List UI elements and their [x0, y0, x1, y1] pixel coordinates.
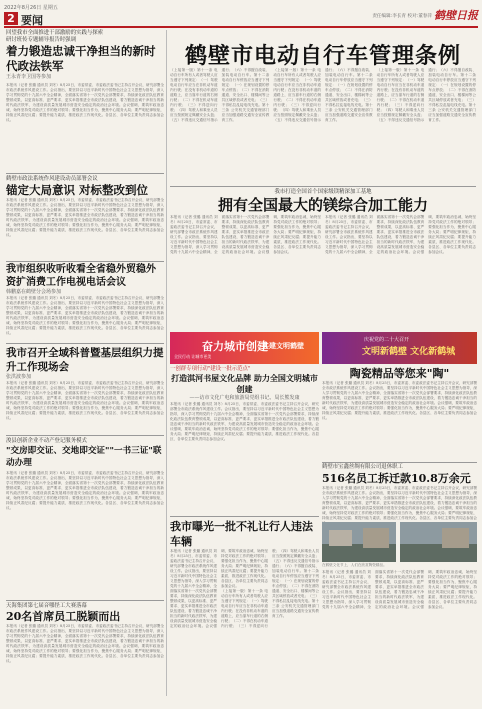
article-2-headline[interactable]: 锚定大局意识 对标整改到位	[6, 183, 149, 197]
article-11-body: 本报讯（记者 张璐 通讯员 刘冬）8月25日，市委常委、市委政法委书记主持召开会议，研究部署全市政法系统作风建设工作。会议指出，要坚持以习近平新时代中国特色社会主义思想为指导，深入学习贯彻党的十九届六中全会精神，全面落实省第十一次党代会部署要求，持续深化政法队伍教育整顿成果，以更高标准、更严要求、更实举措推进全市政法队伍建设，着力锻造忠诚干净担当的新时代政法铁军，为建设高质量发展城市营造安全稳定的政治社会环境。会议强调，要筑牢政治忠诚，始终坚持党对政法工作的绝对领导；要强化担当作为，聚焦中心服务大局；要严明纪律规矩，持续正风肃纪反腐；要提升能力素质，推进政法工作现代化。各县区、各单位主要负责同志参加会议。	[170, 549, 268, 628]
article-6-body: 本报讯（记者 张璐 通讯员 刘冬）8月25日，市委常委、市委政法委书记主持召开会议，研究部署全市政法系统作风建设工作。会议指出，要坚持以习近平新时代中国特色社会主义思想为指导，深入学习贯彻党的十九届六中全会精神，全面落实省第十一次党代会部署要求，持续深化政法队伍教育整顿成果，以更高标准、更严要求、更实举措推进全市政法队伍建设，着力锻造忠诚干净担当的新时代政法铁军，为建设高质量发展城市营造安全稳定的政治社会环境。会议强调，要筑牢政治忠诚，始终坚持党对政法工作的绝对领导；要强化担当作为，聚焦中心服务大局；要严明纪律规矩，持续正风肃纪反腐；要提升能力素质，推进政法工作现代化。各县区、各单位主要负责同志参加会议。	[6, 624, 164, 663]
article-8-headline[interactable]: 打造淇河书屋文化品牌 助力全国文明城市创建	[171, 373, 318, 394]
article-2-kicker: 鹤壁市政法系统作风建设动员部署会议	[6, 176, 98, 182]
article-10-kicker: 鹤壁市宝鑫丝绸有限公司退休职工	[322, 464, 403, 470]
ceramics-photo-2	[400, 522, 477, 562]
article-9-headline[interactable]: 陶瓷精品等您来"陶"	[349, 367, 450, 380]
article-8-kicker: 一创群专项行动"建设一批示范点"	[170, 366, 251, 372]
article-7-kicker: 我市打造全国首个国家级镁精深加工基地	[274, 189, 372, 195]
article-6	[6, 603, 164, 697]
regulation-title[interactable]: 鹤壁市电动自行车管理条例	[184, 43, 461, 69]
article-5-headline[interactable]: "交房即交证、交地即交证""一书三证"联动办理	[6, 446, 162, 468]
article-10	[322, 464, 477, 520]
article-8	[170, 366, 319, 514]
article-7: 我市打造全国首个国家级镁精深加工基地 拥有全国最大的镁综合加工能力 本报讯（记者 张璐 通讯员 刘冬）8月25日，市委常委、市委政法委书记主持召开会议，研究部署全市政法系统作风建设工作。会议指出，要坚持以习近平新时代中国特色社会主义思想为指导，深入学习贯彻党的十九届六中全会精神，全面落实省第十一次党代会部署要求，持续深化政法队伍教育整顿成果，以更高标准、更严要求、更实举措推进全市政法队伍建设，着力锻造忠诚干净担当的新时代政法铁军，为建设高质量发展城市营造安全稳定的政治社会环境。会议强调，要筑牢政治忠诚，始终坚持党对政法工作的绝对领导；要强化担当作为，聚焦中心服务大局；要严明纪律规矩，持续正风肃纪反腐；要提升能力素质，推进政法工作现代化。各县区、各单位主要负责同志参加会议。 本报讯（记者 张璐 通讯员 刘冬）8月25日，市委常委、市委政法委书记主持召开会议，研究部署全市政法系统作风建设工作。会议指出，要坚持以习近平新时代中国特色社会主义思想为指导，深入学习贯彻党的十九届六中全会精神，全面落实省第十一次党代会部署要求，持续深化政法队伍教育整顿成果，以更高标准、更严要求、更实举措推进全市政法队伍建设，着力锻造忠诚干净担当的新时代政法铁军，为建设高质量发展城市营造安全稳定的政治社会环境。会议强调，要筑牢政治忠诚，始终坚持党对政法工作的绝对领导；要强化担当作为，聚焦中心服务大局；要严明纪律规矩，持续正风肃纪反腐；要提升能力素质，推进政法工作现代化。各县区、各单位主要负责同志参加会议。	[170, 189, 476, 254]
article-1-subhead: 王永青李卫国等参加	[6, 74, 52, 80]
ceramics-photo-1	[322, 522, 396, 562]
article-3-body: 本报讯（记者 张璐 通讯员 刘冬）8月25日，市委常委、市委政法委书记主持召开会议，研究部署全市政法系统作风建设工作。会议指出，要坚持以习近平新时代中国特色社会主义思想为指导，深入学习贯彻党的十九届六中全会精神，全面落实省第十一次党代会部署要求，持续深化政法队伍教育整顿成果，以更高标准、更严要求、更实举措推进全市政法队伍建设，着力锻造忠诚干净担当的新时代政法铁军，为建设高质量发展城市营造安全稳定的政治社会环境。会议强调，要筑牢政治忠诚，始终坚持党对政法工作的绝对领导；要强化担当作为，聚焦中心服务大局；要严明纪律规矩，持续正风肃纪反腐；要提升能力素质，推进政法工作现代化。各县区、各单位主要负责同志参加会议。	[6, 296, 164, 335]
article-7-body: 本报讯（记者 张璐 通讯员 刘冬）8月25日，市委常委、市委政法委书记主持召开会议，研究部署全市政法系统作风建设工作。会议指出，要坚持以习近平新时代中国特色社会主义思想为指导，深入学习贯彻党的十九届六中全会精神，全面落实省第十一次党代会部署要求，持续深化政法队伍教育整顿成果，以更高标准、更严要求、更实举措推进全市政法队伍建设，着力锻造忠诚干净担当的新时代政法铁军，为建设高质量发展城市营造安全稳定的政治社会环境。会议强调，要筑牢政治忠诚，始终坚持党对政法工作的绝对领导；要强化担当作为，聚焦中心服务大局；要严明纪律规矩，持续正风肃纪反腐；要提升能力素质，推进政法工作现代化。各县区、各单位主要负责同志参加会议。	[170, 215, 321, 254]
masthead	[4, 4, 478, 28]
newspaper-logo: 鹤壁日报	[434, 9, 478, 22]
civilization-ad-banner: 奋力城市创建 共建文明鹤壁 全民行动 让城市更美	[170, 332, 319, 364]
article-5	[6, 438, 164, 598]
article-11: 我市曝光一批不礼让行人违法车辆 本报讯（记者 张璐 通讯员 刘冬）8月25日，市委常委、市委政法委书记主持召开会议，研究部署全市政法系统作风建设工作。会议指出，要坚持以习近平新时代中国特色社会主义思想为指导，深入学习贯彻党的十九届六中全会精神，全面落实省第十一次党代会部署要求，持续深化政法队伍教育整顿成果，以更高标准、更严要求、更实举措推进全市政法队伍建设，着力锻造忠诚干净担当的新时代政法铁军，为建设高质量发展城市营造安全稳定的政治社会环境。会议强调，要筑牢政治忠诚，始终坚持党对政法工作的绝对领导；要强化担当作为，聚焦中心服务大局；要严明纪律规矩，持续正风肃纪反腐；要提升能力素质，推进政法工作现代化。各县区、各单位主要负责同志参加会议。 （上接第一版）第十一条 电动自行车所有人或者驾驶人应当遵守下列规定：（一）驾驶电动自行车应当在非机动车道内行驶；在没有非机动车道的道路上，应当靠车行道的右侧行驶；（二）不得在机动车道内行驶；（三）不得逆向行驶；（四）驾驶人和乘坐人员应当按照规定佩戴安全头盔；（五）不得违反交通信号指示通行；（六）不得擅自改装、加装电动自行车。第十二条 电动自行车停放应当遵守下列规定：（一）在规划设置的停车点停放；（二）不得在消防通道、安全出口、楼梯间等公共区域停放或者充电；（三）不得私拉乱接电线充电。第十三条 公安机关交通管理部门应当加强道路交通安全宣传教育工作。	[170, 520, 319, 628]
article-11-headline[interactable]: 我市曝光一批不礼让行人违法车辆	[170, 520, 313, 548]
article-1-body: 本报讯（记者 张璐 通讯员 刘冬）8月25日，市委常委、市委政法委书记主持召开会议，研究部署全市政法系统作风建设工作。会议指出，要坚持以习近平新时代中国特色社会主义思想为指导，深入学习贯彻党的十九届六中全会精神，全面落实省第十一次党代会部署要求，持续深化政法队伍教育整顿成果，以更高标准、更严要求、更实举措推进全市政法队伍建设，着力锻造忠诚干净担当的新时代政法铁军，为建设高质量发展城市营造安全稳定的政治社会环境。会议强调，要筑牢政治忠诚，始终坚持党对政法工作的绝对领导；要强化担当作为，聚焦中心服务大局；要严明纪律规矩，持续正风肃纪反腐；要提升能力素质，推进政法工作现代化。各县区、各单位主要负责同志参加会议。	[6, 83, 164, 122]
article-7-headline[interactable]: 拥有全国最大的镁综合加工能力	[217, 196, 428, 214]
article-1-kicker: 回望我市全面推进干部激励的实践与探索	[6, 30, 104, 36]
article-1	[6, 30, 164, 173]
article-8-subhead: ——访市文化广电和旅游局党组书记、局长熊发康	[189, 395, 300, 401]
regulation-body: （上接第一版）第十一条 电动自行车所有人或者驾驶人应当遵守下列规定：（一）驾驶电动自行车应当在非机动车道内行驶；在没有非机动车道的道路上，应当靠车行道的右侧行驶；（二）不得在机动车道内行驶；（三）不得逆向行驶；（四）驾驶人和乘坐人员应当按照规定佩戴安全头盔；（五）不得违反交通信号指示通行；（六）不得擅自改装、加装电动自行车。第十二条 电动自行车停放应当遵守下列规定：（一）在规划设置的停车点停放；（二）不得在消防通道、安全出口、楼梯间等公共区域停放或者充电；（三）不得私拉乱接电线充电。第十三条 公安机关交通管理部门应当加强道路交通安全宣传教育工作。 （上接第一版）第十一条 电动自行车所有人或者驾驶人应当遵守下列规定：（一）驾驶电动自行车应当在非机动车道内行驶；在没有非机动车道的道路上，应当靠车行道的右侧行驶；（二）不得在机动车道内行驶；（三）不得逆向行驶；（四）驾驶人和乘坐人员应当按照规定佩戴安全头盔；（五）不得违反交通信号指示通行；（六）不得擅自改装、加装电动自行车。第十二条 电动自行车停放应当遵守下列规定：（一）在规划设置的停车点停放；（二）不得在消防通道、安全出口、楼梯间等公共区域停放或者充电；（三）不得私拉乱接电线充电。第十三条 公安机关交通管理部门应当加强道路交通安全宣传教育工作。 （上接第一版）第十一条 电动自行车所有人或者驾驶人应当遵守下列规定：（一）驾驶电动自行车应当在非机动车道内行驶；在没有非机动车道的道路上，应当靠车行道的右侧行驶；（二）不得在机动车道内行驶；（三）不得逆向行驶；（四）驾驶人和乘坐人员应当按照规定佩戴安全头盔；（五）不得违反交通信号指示通行；（六）不得擅自改装、加装电动自行车。第十二条 电动自行车停放应当遵守下列规定：（一）在规划设置的停车点停放；（二）不得在消防通道、安全出口、楼梯间等公共区域停放或者充电；（三）不得私拉乱接电线充电。第十三条 公安机关交通管理部门应当加强道路交通安全宣传教育工作。	[170, 68, 476, 122]
article-4-body: 本报讯（记者 张璐 通讯员 刘冬）8月25日，市委常委、市委政法委书记主持召开会议，研究部署全市政法系统作风建设工作。会议指出，要坚持以习近平新时代中国特色社会主义思想为指导，深入学习贯彻党的十九届六中全会精神，全面落实省第十一次党代会部署要求，持续深化政法队伍教育整顿成果，以更高标准、更严要求、更实举措推进全市政法队伍建设，着力锻造忠诚干净担当的新时代政法铁军，为建设高质量发展城市营造安全稳定的政治社会环境。会议强调，要筑牢政治忠诚，始终坚持党对政法工作的绝对领导；要强化担当作为，聚焦中心服务大局；要严明纪律规矩，持续正风肃纪反腐；要提升能力素质，推进政法工作现代化。各县区、各单位主要负责同志参加会议。	[6, 381, 164, 420]
article-3-subhead: 韩鹏嘉在鹤壁分会场参加	[6, 289, 62, 295]
article-3	[6, 263, 164, 341]
article-9-body: 本报讯（记者 张璐 通讯员 刘冬）8月25日，市委常委、市委政法委书记主持召开会议，研究部署全市政法系统作风建设工作。会议指出，要坚持以习近平新时代中国特色社会主义思想为指导，深入学习贯彻党的十九届六中全会精神，全面落实省第十一次党代会部署要求，持续深化政法队伍教育整顿成果，以更高标准、更严要求、更实举措推进全市政法队伍建设，着力锻造忠诚干净担当的新时代政法铁军，为建设高质量发展城市营造安全稳定的政治社会环境。会议强调，要筑牢政治忠诚，始终坚持党对政法工作的绝对领导；要强化担当作为，聚焦中心服务大局；要严明纪律规矩，持续正风肃纪反腐；要提升能力素质，推进政法工作现代化。各县区、各单位主要负责同志参加会议。	[322, 381, 477, 420]
article-6-kicker: 天海集团第七届音哪怪工大赛落幕	[6, 603, 87, 609]
article-9-continued: 本报讯（记者 张璐 通讯员 刘冬）8月25日，市委常委、市委政法委书记主持召开会议，研究部署全市政法系统作风建设工作。会议指出，要坚持以习近平新时代中国特色社会主义思想为指导，深入学习贯彻党的十九届六中全会精神，全面落实省第十一次党代会部署要求，持续深化政法队伍教育整顿成果，以更高标准、更严要求、更实举措推进全市政法队伍建设，着力锻造忠诚干净担当的新时代政法铁军，为建设高质量发展城市营造安全稳定的政治社会环境。会议强调，要筑牢政治忠诚，始终坚持党对政法工作的绝对领导；要强化担当作为，聚焦中心服务大局；要严明纪律规矩，持续正风肃纪反腐；要提升能力素质，推进政法工作现代化。各县区、各单位主要负责同志参加会议。	[322, 570, 477, 609]
article-2	[6, 176, 164, 260]
article-4-subhead: 张洪波参加	[6, 374, 32, 380]
culture-ad-banner: 庆祝党的二十大召开 文明新鹤壁 文化新鹤城	[322, 332, 477, 364]
article-2-body: 本报讯（记者 张璐 通讯员 刘冬）8月25日，市委常委、市委政法委书记主持召开会议，研究部署全市政法系统作风建设工作。会议指出，要坚持以习近平新时代中国特色社会主义思想为指导，深入学习贯彻党的十九届六中全会精神，全面落实省第十一次党代会部署要求，持续深化政法队伍教育整顿成果，以更高标准、更严要求、更实举措推进全市政法队伍建设，着力锻造忠诚干净担当的新时代政法铁军，为建设高质量发展城市营造安全稳定的政治社会环境。会议强调，要筑牢政治忠诚，始终坚持党对政法工作的绝对领导；要强化担当作为，聚焦中心服务大局；要严明纪律规矩，持续正风肃纪反腐；要提升能力素质，推进政法工作现代化。各县区、各单位主要负责同志参加会议。	[6, 198, 164, 237]
article-1-headline[interactable]: 着力锻造忠诚干净担当的新时代政法铁军	[6, 44, 156, 73]
issue-date: 2022年8月26日 星期五	[4, 5, 58, 11]
article-9	[322, 366, 477, 460]
section-title: 要闻	[21, 14, 43, 27]
article-5-body: 本报讯（记者 张璐 通讯员 刘冬）8月25日，市委常委、市委政法委书记主持召开会议，研究部署全市政法系统作风建设工作。会议指出，要坚持以习近平新时代中国特色社会主义思想为指导，深入学习贯彻党的十九届六中全会精神，全面落实省第十一次党代会部署要求，持续深化政法队伍教育整顿成果，以更高标准、更严要求、更实举措推进全市政法队伍建设，着力锻造忠诚干净担当的新时代政法铁军，为建设高质量发展城市营造安全稳定的政治社会环境。会议强调，要筑牢政治忠诚，始终坚持党对政法工作的绝对领导；要强化担当作为，聚焦中心服务大局；要严明纪律规矩，持续正风肃纪反腐；要提升能力素质，推进政法工作现代化。各县区、各单位主要负责同志参加会议。	[6, 471, 164, 510]
article-1-kicker-2: 研讨班传专题辅导报告时强调	[6, 37, 77, 43]
article-5-kicker: 浚县创新企业不动产登记服务模式	[6, 438, 87, 444]
page-number-badge: 2	[4, 12, 18, 25]
article-4	[6, 346, 164, 434]
article-6-headline[interactable]: 20名首席员工脱颖而出	[6, 610, 121, 623]
article-3-headline[interactable]: 我市组织收听收看全省稳外贸稳外资扩消费工作电视电话会议	[6, 264, 156, 288]
photo-caption-2: 在鹤壁文化节上，人们在欣赏陶瓷精品。	[322, 563, 387, 567]
article-10-body: 本报讯（记者 张璐 通讯员 刘冬）8月25日，市委常委、市委政法委书记主持召开会议，研究部署全市政法系统作风建设工作。会议指出，要坚持以习近平新时代中国特色社会主义思想为指导，深入学习贯彻党的十九届六中全会精神，全面落实省第十一次党代会部署要求，持续深化政法队伍教育整顿成果，以更高标准、更严要求、更实举措推进全市政法队伍建设，着力锻造忠诚干净担当的新时代政法铁军，为建设高质量发展城市营造安全稳定的政治社会环境。会议强调，要筑牢政治忠诚，始终坚持党对政法工作的绝对领导；要强化担当作为，聚焦中心服务大局；要严明纪律规矩，持续正风肃纪反腐；要提升能力素质，推进政法工作现代化。各县区、各单位主要负责同志参加会	[322, 486, 477, 520]
article-10-headline[interactable]: 516名员工拆迁款10.8万余元	[322, 472, 471, 485]
article-8-body: 本报讯（记者 张璐 通讯员 刘冬）8月25日，市委常委、市委政法委书记主持召开会议，研究部署全市政法系统作风建设工作。会议指出，要坚持以习近平新时代中国特色社会主义思想为指导，深入学习贯彻党的十九届六中全会精神，全面落实省第十一次党代会部署要求，持续深化政法队伍教育整顿成果，以更高标准、更严要求、更实举措推进全市政法队伍建设，着力锻造忠诚干净担当的新时代政法铁军，为建设高质量发展城市营造安全稳定的政治社会环境。会议强调，要筑牢政治忠诚，始终坚持党对政法工作的绝对领导；要强化担当作为，聚焦中心服务大局；要严明纪律规矩，持续正风肃纪反腐；要提升能力素质，推进政法工作现代化。各县区、各单位主要负责同志参加会议。	[170, 402, 319, 441]
editor-credit: 责任编辑:李长青 校对:董春萍	[372, 14, 432, 19]
article-4-headline[interactable]: 我市召开全域科普暨基层组织力提升工作现场会	[6, 347, 164, 373]
